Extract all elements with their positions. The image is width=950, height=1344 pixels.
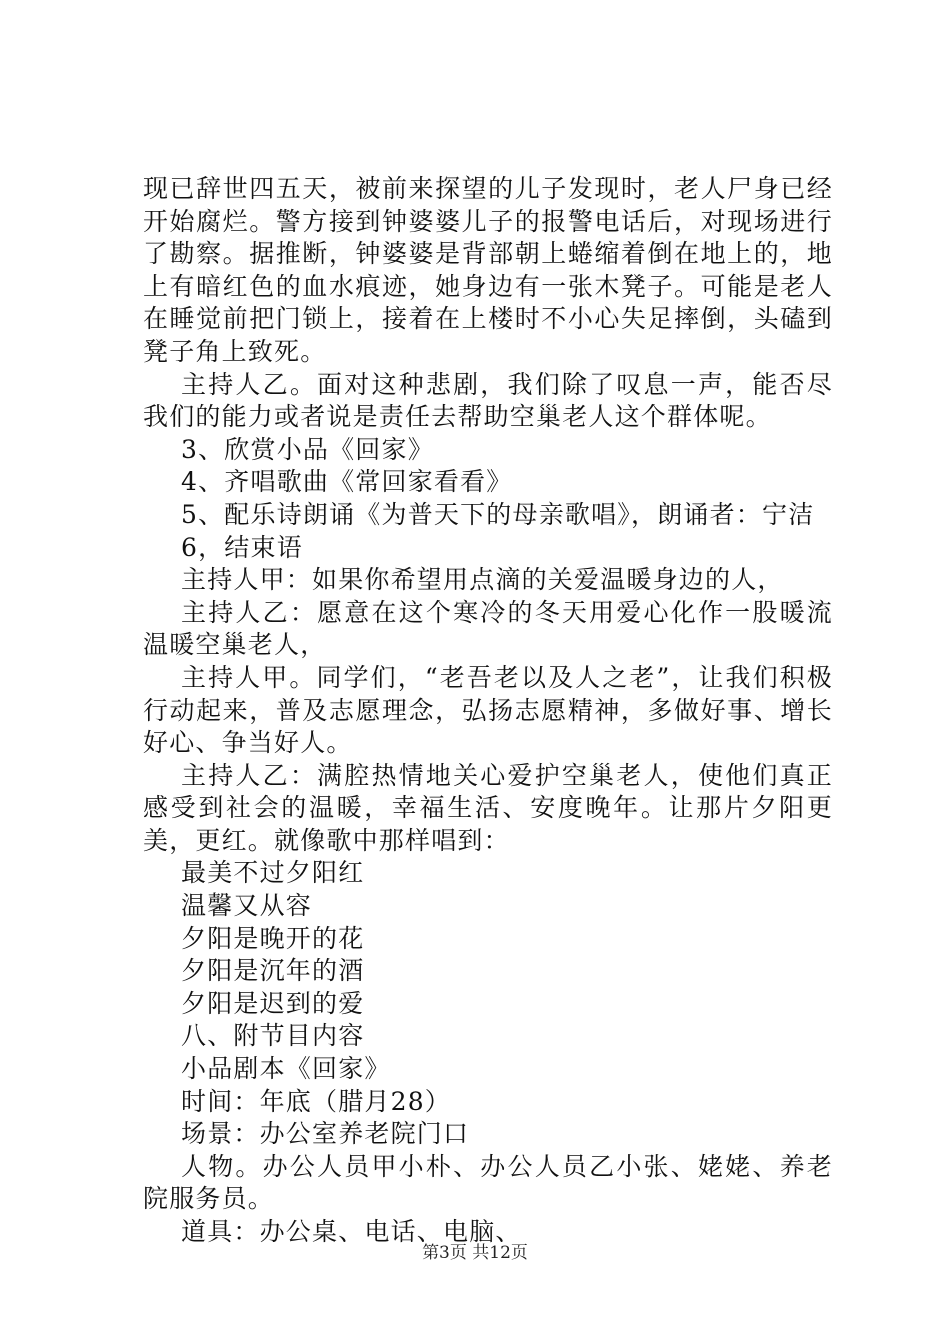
page-number-footer: 第3页 共12页: [422, 1243, 528, 1263]
paragraph: 主持人乙。面对这种悲剧，我们除了叹息一声，能否尽我们的能力或者说是责任去帮助空巢老人这个群体呢。: [143, 369, 833, 432]
script-detail: 场景：办公室养老院门口: [181, 1119, 470, 1149]
program-item: 4、齐唱歌曲《常回家看看》: [181, 467, 513, 497]
paragraph-continuation: 现已辞世四五天，被前来探望的儿子发现时，老人尸身已经开始腐烂。警方接到钟婆婆儿子的报警电话后，对现场进行了勘察。据推断，钟婆婆是背部朝上蜷缩着倒在地上的，地上有暗红色的血水痕迹，她身边有一张木凳子。可能是老人在睡觉前把门锁上，接着在上楼时不小心失足摔倒，头磕到凳子角上致死。: [143, 174, 833, 366]
document-body: [143, 173, 833, 1249]
program-item: 3、欣赏小品《回家》: [181, 434, 434, 464]
lyric-line: 夕阳是沉年的酒: [181, 956, 365, 986]
script-detail: 时间：年底（腊月28）: [181, 1086, 452, 1116]
program-item: 6，结束语: [181, 532, 303, 562]
script-title: 小品剧本《回家》: [181, 1054, 391, 1084]
lyric-line: 温馨又从容: [181, 891, 313, 921]
program-item: 5、配乐诗朗诵《为普天下的母亲歌唱》，朗诵者：宁洁: [181, 499, 815, 529]
lyric-line: 夕阳是晚开的花: [181, 923, 365, 953]
lyric-line: 最美不过夕阳红: [181, 858, 365, 888]
paragraph: 主持人乙：满腔热情地关心爱护空巢老人，使他们真正感受到社会的温暖，幸福生活、安度晚年。让那片夕阳更美，更红。就像歌中那样唱到：: [143, 760, 833, 855]
paragraph: 主持人甲。同学们，“老吾老以及人之老”，让我们积极行动起来，普及志愿理念，弘扬志愿精神，多做好事、增长好心、争当好人。: [143, 662, 833, 758]
section-heading: 八、附节目内容: [181, 1021, 365, 1051]
script-detail: 人物。办公人员甲小朴、办公人员乙小张、姥姥、养老院服务员。: [143, 1151, 833, 1214]
lyric-line: 夕阳是迟到的爱: [181, 988, 365, 1018]
script-detail: 道具：办公桌、电话、电脑、: [181, 1217, 522, 1246]
paragraph: 主持人乙：愿意在这个寒冷的冬天用爱心化作一股暖流温暖空巢老人，: [143, 597, 833, 660]
paragraph: 主持人甲：如果你希望用点滴的关爱温暖身边的人，: [181, 565, 784, 595]
